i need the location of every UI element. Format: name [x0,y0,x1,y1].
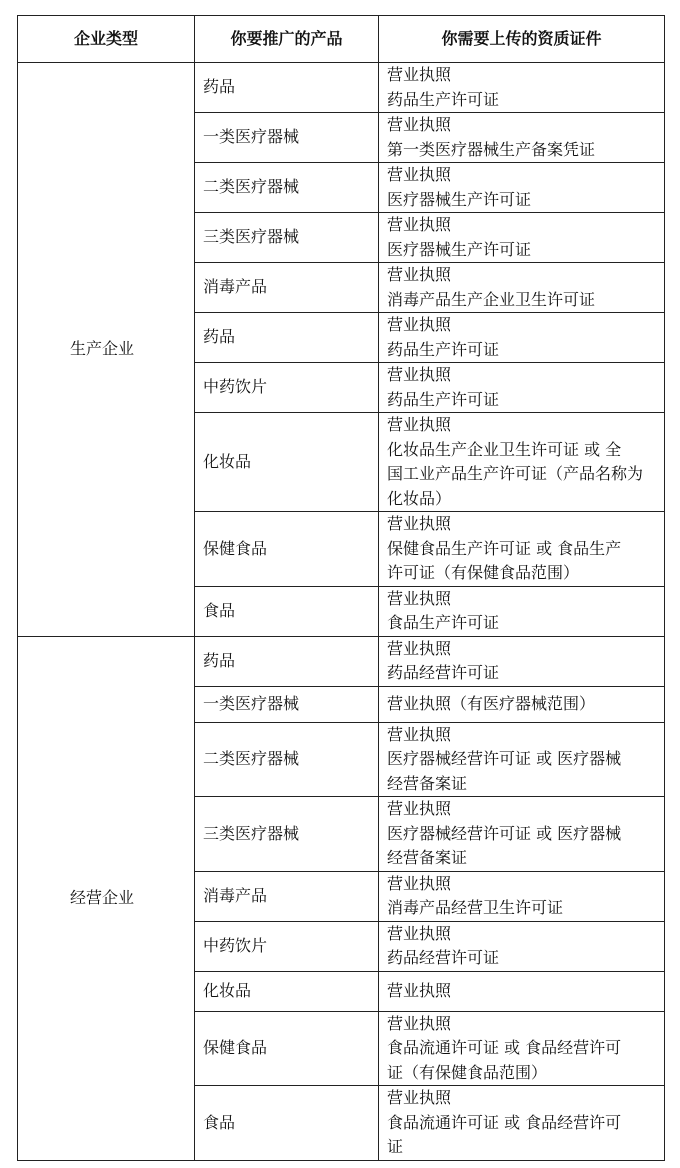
product-cell: 中药饮片 [195,363,379,413]
product-cell: 食品 [195,586,379,636]
product-cell: 二类医疗器械 [195,722,379,797]
document-line: 营业执照 [387,115,452,134]
document-line: 医疗器械经营许可证 或 医疗器械 [387,823,622,843]
document-line: 营业执照 [387,980,452,1000]
document-line: 营业执照 [387,923,452,943]
document-line: 营业执照 [387,365,452,384]
documents-cell [379,113,665,163]
document-line: 消毒产品生产企业卫生许可证 [387,289,596,309]
document-line: 营业执照 [387,1013,452,1033]
document-line: 营业执照 [387,873,452,893]
product-cell: 保健食品 [195,1011,379,1086]
product-cell: 一类医疗器械 [195,686,379,722]
table-header-row [18,16,665,63]
document-line: 营业执照 [387,265,452,284]
document-line: 营业执照 [387,165,452,184]
documents-cell [379,722,665,797]
documents-cell [379,971,665,1011]
document-line: 食品流通许可证 或 食品经营许可 [387,1112,622,1132]
document-line: 保健食品生产许可证 或 食品生产 [387,538,622,558]
document-line: 营业执照（有医疗器械范围） [387,693,596,713]
document-line: 经营备案证 [387,848,468,867]
document-line: 药品经营许可证 [387,663,500,682]
product-cell: 药品 [195,313,379,363]
documents-cell [379,586,665,636]
qualification-table [17,15,665,1161]
table-row [18,63,665,113]
document-line: 化妆品） [387,488,452,508]
product-cell: 消毒产品 [195,263,379,313]
qualification-table-sheet [17,15,664,1156]
product-cell: 化妆品 [195,413,379,512]
product-cell: 三类医疗器械 [195,213,379,263]
document-line: 营业执照 [387,215,452,234]
product-cell: 三类医疗器械 [195,797,379,872]
document-line: 营业执照 [387,65,452,84]
documents-cell [379,921,665,971]
document-line: 证（有保健食品范围） [387,1062,548,1082]
document-line: 经营备案证 [387,773,468,793]
documents-cell [379,636,665,686]
product-cell: 食品 [195,1086,379,1161]
document-line: 药品生产许可证 [387,339,500,359]
document-line: 药品生产许可证 [387,89,500,109]
product-cell: 化妆品 [195,971,379,1011]
documents-cell [379,871,665,921]
document-line: 药品生产许可证 [387,389,500,409]
documents-cell [379,63,665,113]
document-line: 营业执照 [387,724,452,744]
document-line: 营业执照 [387,415,452,434]
documents-cell [379,1086,665,1161]
document-line: 消毒产品经营卫生许可证 [387,898,564,917]
document-line: 营业执照 [387,1088,452,1107]
product-cell: 保健食品 [195,512,379,587]
document-line: 营业执照 [387,638,452,658]
product-cell: 中药饮片 [195,921,379,971]
header-documents: 你需要上传的资质证件 [379,16,665,63]
table-row [18,636,665,686]
document-line: 食品流通许可证 或 食品经营许可 [387,1038,622,1057]
enterprise-type-cell: 生产企业 [18,63,195,637]
documents-cell [379,313,665,363]
documents-cell [379,263,665,313]
document-line: 许可证（有保健食品范围） [387,563,580,582]
product-cell: 消毒产品 [195,871,379,921]
product-cell: 药品 [195,63,379,113]
documents-cell [379,512,665,587]
document-line: 营业执照 [387,514,452,533]
document-line: 医疗器械经营许可证 或 医疗器械 [387,749,622,768]
document-line: 食品生产许可证 [387,613,500,632]
document-line: 医疗器械生产许可证 [387,189,532,209]
documents-cell [379,163,665,213]
document-line: 药品经营许可证 [387,948,500,967]
product-cell: 二类医疗器械 [195,163,379,213]
documents-cell [379,363,665,413]
documents-cell [379,413,665,512]
document-line: 化妆品生产企业卫生许可证 或 全 [387,439,622,459]
enterprise-type-cell: 经营企业 [18,636,195,1160]
document-line: 营业执照 [387,799,452,818]
table-body [18,63,665,1161]
document-line: 营业执照 [387,588,452,608]
document-line: 国工业产品生产许可证（产品名称为 [387,464,644,483]
documents-cell [379,797,665,872]
document-line: 第一类医疗器械生产备案凭证 [387,139,596,159]
product-cell: 药品 [195,636,379,686]
document-line: 营业执照 [387,315,452,334]
product-cell: 一类医疗器械 [195,113,379,163]
header-product: 你要推广的产品 [195,16,379,63]
documents-cell [379,686,665,722]
documents-cell [379,1011,665,1086]
document-line: 证 [387,1137,404,1156]
documents-cell [379,213,665,263]
header-enterprise-type: 企业类型 [18,16,195,63]
document-line: 医疗器械生产许可证 [387,239,532,259]
